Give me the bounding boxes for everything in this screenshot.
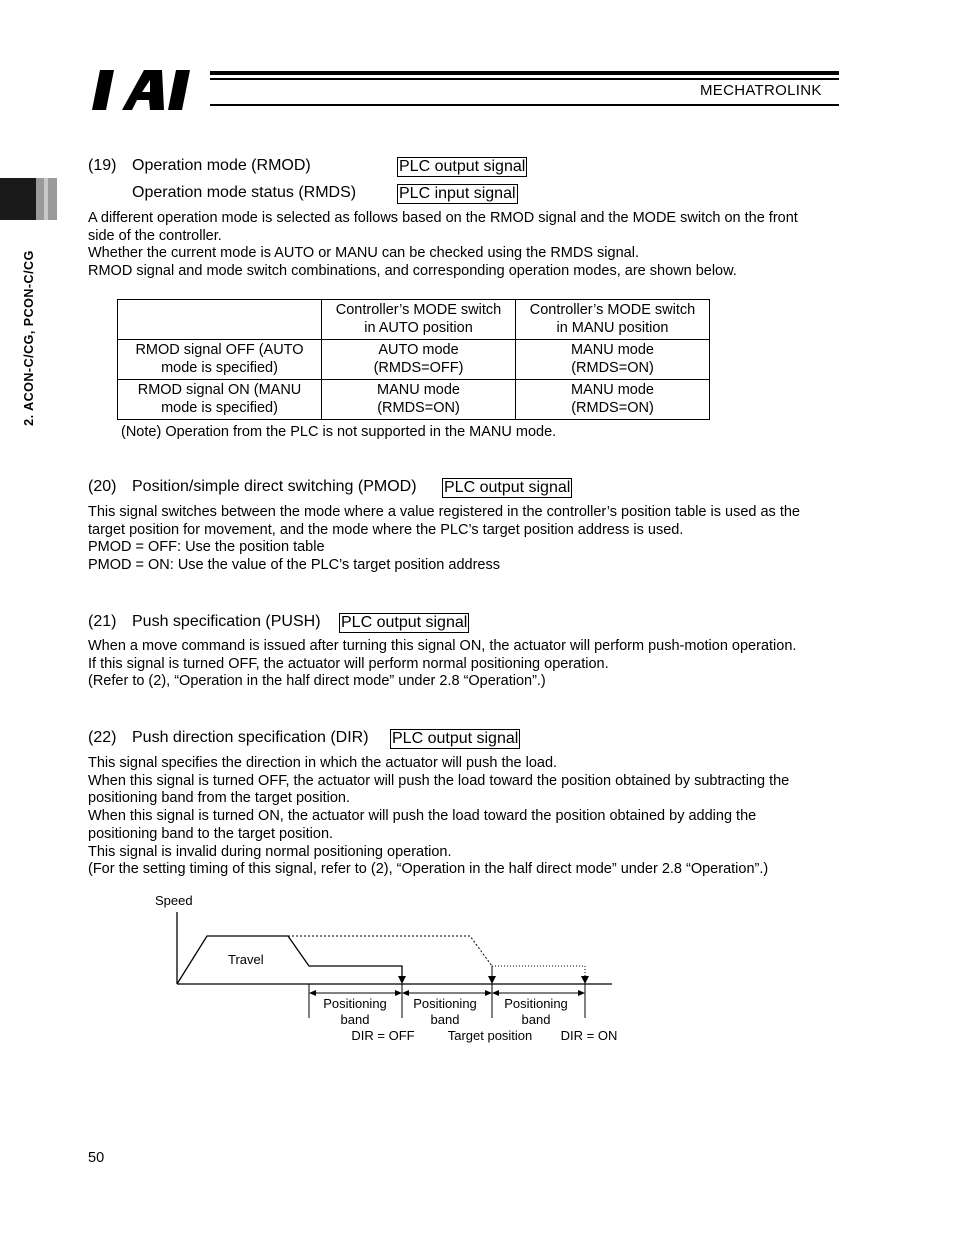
arrow-down-icon — [398, 976, 406, 984]
arrow-left-icon — [309, 990, 316, 996]
push-direction-diagram — [140, 885, 640, 1055]
product-name: MECHATROLINK — [700, 82, 822, 99]
dir-on-label: DIR = ON — [560, 1028, 618, 1043]
section-22-tag: PLC output signal — [392, 730, 519, 747]
arrow-down-icon — [581, 976, 589, 984]
chapter-side-label: 2. ACON-C/CG, PCON-C/CG — [22, 250, 36, 426]
section-20-number: (20) — [88, 478, 117, 495]
section-19-subtitle: Operation mode status (RMDS) — [132, 184, 357, 201]
band-label-1b: band — [340, 1012, 370, 1027]
arrow-right-icon — [485, 990, 492, 996]
header-rule-thin — [210, 78, 839, 80]
table-cell: MANU mode (RMDS=ON) — [516, 380, 710, 420]
header-rule-bottom — [210, 104, 839, 106]
section-21-number: (21) — [88, 613, 117, 630]
section-22-title: Push direction specification (DIR) — [132, 729, 369, 746]
arrow-right-icon — [395, 990, 402, 996]
dir-off-label: DIR = OFF — [351, 1028, 415, 1043]
speed-profile-on — [492, 966, 585, 976]
section-22-number: (22) — [88, 729, 117, 746]
arrow-left-icon — [492, 990, 499, 996]
header-rule — [210, 71, 839, 75]
section-21-body: When a move command is issued after turning this signal ON, the actuator will perform push-motion operation. If this signal is turned OFF, the actuator will perform normal positioning operation. (Refer to (2), “Operation in the half direct mode” under 2.8 “Operation”.) — [88, 638, 797, 690]
arrow-right-icon — [578, 990, 585, 996]
table-header-row — [118, 300, 710, 340]
table-row — [118, 380, 710, 420]
band-label-2b: band — [430, 1012, 460, 1027]
table-row — [118, 340, 710, 380]
table-note: (Note) Operation from the PLC is not supported in the MANU mode. — [121, 424, 557, 440]
band-label-3b: band — [521, 1012, 551, 1027]
section-19-title: Operation mode (RMOD) — [132, 157, 311, 174]
section-21-title: Push specification (PUSH) — [132, 613, 321, 630]
page-number: 50 — [88, 1150, 105, 1166]
table-corner-cell — [118, 300, 322, 340]
chapter-tab-stripe — [44, 178, 48, 220]
table-header-cell: Controller’s MODE switch in AUTO position — [322, 300, 516, 340]
section-20-title: Position/simple direct switching (PMOD) — [132, 478, 417, 495]
chapter-tab-marker — [0, 178, 36, 220]
speed-profile-off — [177, 936, 402, 984]
section-19-body: A different operation mode is selected as follows based on the RMOD signal and the MODE switch on the front side of the controller. Whether the current mode is AUTO or MANU can be checked using the RMDS signal. RMOD signal and mode switch combinations, and corresponding operation modes, are shown below. — [88, 210, 798, 280]
target-position-label: Target position — [447, 1028, 533, 1043]
band-label-1: Positioning — [323, 996, 387, 1011]
section-20-body: This signal switches between the mode where a value registered in the controller’s position table is used as the target position for movement, and the mode where the PLC’s target position address is used. PMOD = OFF: Use the position table PMOD = ON: Use the value of the PLC’s target position address — [88, 504, 800, 574]
mode-table — [117, 299, 710, 420]
table-cell: RMOD signal ON (MANU mode is specified) — [118, 380, 322, 420]
table-cell: MANU mode (RMDS=ON) — [322, 380, 516, 420]
arrow-left-icon — [402, 990, 409, 996]
iai-logo — [92, 70, 204, 112]
section-19-tag-output: PLC output signal — [399, 158, 526, 175]
section-20-tag: PLC output signal — [444, 479, 571, 496]
speed-label: Speed — [155, 893, 193, 908]
table-cell: RMOD signal OFF (AUTO mode is specified) — [118, 340, 322, 380]
section-19-tag-input: PLC input signal — [399, 185, 516, 202]
travel-label: Travel — [228, 952, 264, 967]
table-cell: AUTO mode (RMDS=OFF) — [322, 340, 516, 380]
band-label-2: Positioning — [413, 996, 477, 1011]
band-label-3: Positioning — [504, 996, 568, 1011]
section-21-tag: PLC output signal — [341, 614, 468, 631]
table-header-cell: Controller’s MODE switch in MANU position — [516, 300, 710, 340]
section-22-body: This signal specifies the direction in which the actuator will push the load. When this signal is turned OFF, the actuator will push the load toward the position obtained by subtracting the positioning band from the target position. When this signal is turned ON, the actuator will push the load toward the position obtained by adding the positioning band to the target position. This signal is invalid during normal positioning operation. (For the setting timing of this signal, refer to (2), “Operation in the half direct mode” under 2.8 “Operation”.) — [88, 755, 790, 878]
speed-profile-target — [288, 936, 492, 976]
section-19-number: (19) — [88, 157, 117, 174]
table-cell: MANU mode (RMDS=ON) — [516, 340, 710, 380]
